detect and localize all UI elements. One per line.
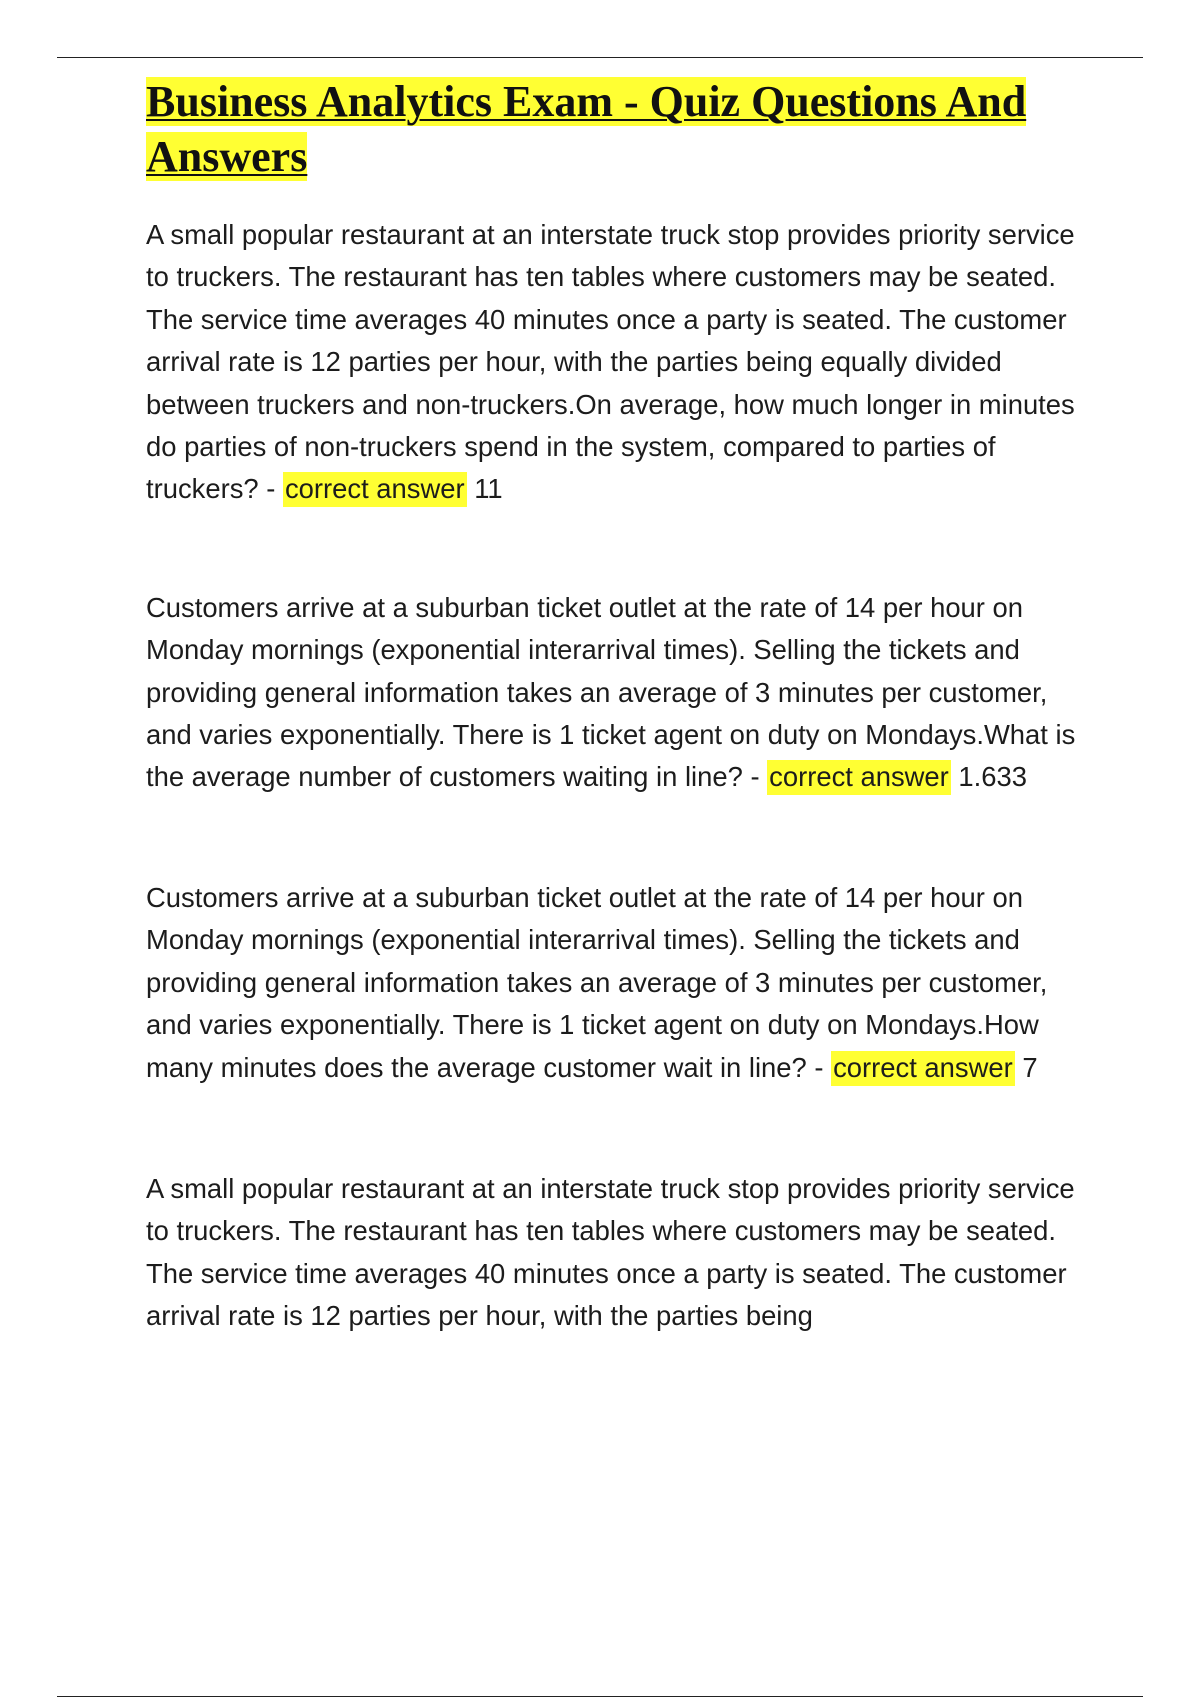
qa-item bbox=[146, 214, 1086, 511]
question-text: Customers arrive at a suburban ticket outlet at the rate of 14 per hour on Monday mornings (exponential interarrival times). Selling the tickets and providing general information takes an average of 3 minutes per customer, and varies exponentially. There is 1 ticket agent on duty on Mondays.How many minutes does the average customer wait in line? - bbox=[146, 881, 1048, 1083]
answer-label: correct answer bbox=[283, 472, 467, 507]
answer-label: correct answer bbox=[767, 760, 951, 795]
header-rule bbox=[57, 57, 1143, 58]
document-title bbox=[146, 74, 1066, 184]
footer-rule bbox=[57, 1696, 1143, 1697]
qa-item bbox=[146, 877, 1086, 1089]
answer-value: 1.633 bbox=[958, 761, 1027, 793]
question-text: A small popular restaurant at an interstate truck stop provides priority service to truckers. The restaurant has ten tables where customers may be seated. The service time averages 40 minutes once a party is seated. The customer arrival rate is 12 parties per hour, with the parties being bbox=[146, 1172, 1075, 1332]
answer-value: 7 bbox=[1022, 1051, 1038, 1083]
document-body bbox=[146, 74, 1086, 1338]
answer-label: correct answer bbox=[831, 1051, 1015, 1086]
title-highlight: Business Analytics Exam - Quiz Questions And Answers bbox=[146, 77, 1027, 181]
question-text: A small popular restaurant at an interstate truck stop provides priority service to truckers. The restaurant has ten tables where customers may be seated. The service time averages 40 minutes once a party is seated. The customer arrival rate is 12 parties per hour, with the parties being equally divided between truckers and non-truckers.On average, how much longer in minutes do parties of non-truckers spend in the system, compared to parties of truckers? - bbox=[146, 219, 1075, 505]
answer-value: 11 bbox=[474, 473, 503, 505]
qa-item bbox=[146, 1168, 1086, 1338]
qa-item bbox=[146, 587, 1086, 799]
question-text: Customers arrive at a suburban ticket outlet at the rate of 14 per hour on Monday mornings (exponential interarrival times). Selling the tickets and providing general information takes an average of 3 minutes per customer, and varies exponentially. There is 1 ticket agent on duty on Mondays.What is the average number of customers waiting in line? - bbox=[146, 591, 1076, 793]
